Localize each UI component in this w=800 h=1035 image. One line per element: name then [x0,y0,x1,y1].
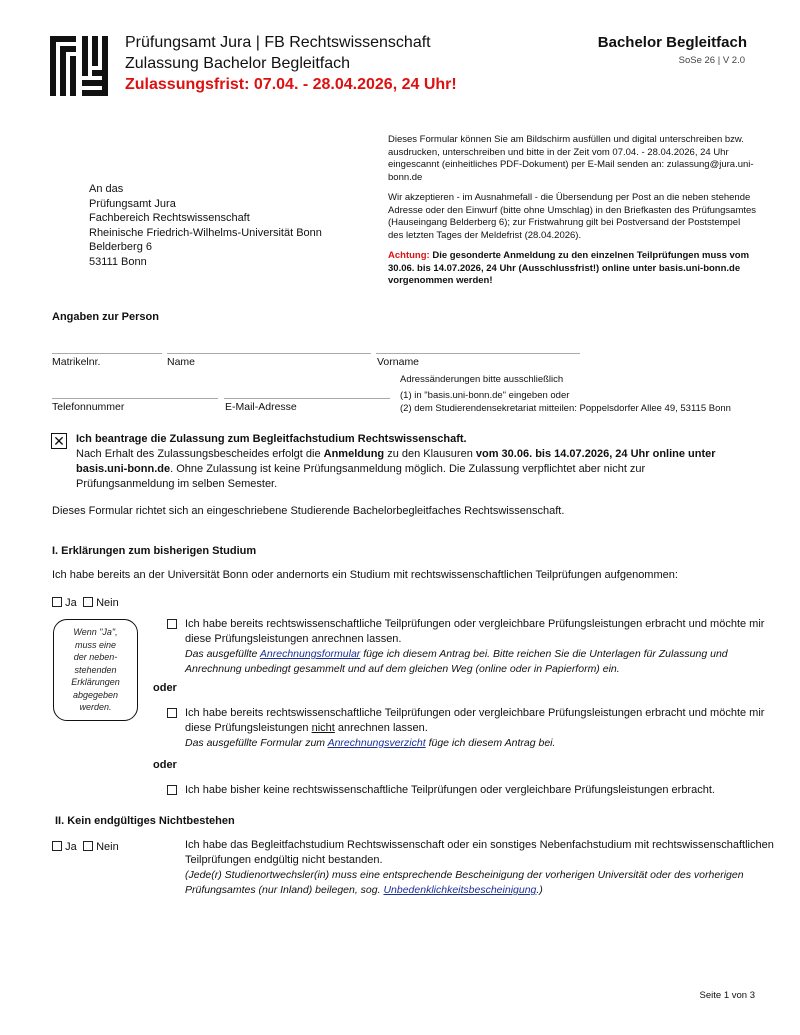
nein-label: Nein [96,841,119,853]
ja-label: Ja [65,597,77,609]
info-paragraph-3 [388,250,758,288]
info-paragraph-1: Dieses Formular können Sie am Bildschirm ausfüllen und digital unterschreiben bzw. ausdrucken, unterschreiben und bitte in der Zeit vom 07.04. - 28.04.2026, 24 Uhr eingescannt (einheitliches PDF-Dokument) per E-Mail senden an: zulassung@jura.uni-bonn.de [388,134,754,183]
email-field[interactable] [224,398,390,399]
matrikel-field[interactable] [52,353,162,354]
section-1-nein-option[interactable] [83,597,119,609]
ja-checkbox[interactable] [52,597,62,607]
option-3-checkbox[interactable] [167,785,177,795]
version: SoSe 26 | V 2.0 [678,55,745,66]
section-2-statement: Ich habe das Begleitfachstudium Rechtswissenschaft oder ein sonstiges Nebenfachstudium mit rechtswissenschaftlichen Teilprüfungen endgültig nicht bestanden. [185,839,774,866]
section-2-note-text: .) [536,884,543,896]
section-1-ja-option[interactable] [52,597,77,609]
application-body-text: . Ohne Zulassung ist keine Prüfungsanmeldung möglich. Die Zulassung verpflichtet aber nicht zur Prüfungsanmeldung im selben Semester. [76,463,646,490]
address-note-line: (1) in "basis.uni-bonn.de" eingeben oder [400,390,570,401]
ja-checkbox[interactable] [52,841,62,851]
application-body-bold: vom 30.06. bis 14.07.2026, 24 Uhr online unter basis.uni-bonn.de [76,448,716,475]
section-2-ja-option[interactable] [52,841,77,853]
application-body [76,447,726,492]
option-2-text-underlined: nicht [311,722,335,734]
section-2-heading: II. Kein endgültiges Nichtbestehen [55,815,235,827]
telefon-label: Telefonnummer [52,401,125,413]
info-paragraph-2: Wir akzeptieren - im Ausnahmefall - die Übersendung per Post an die neben stehende Adresse oder den Einwurf (bitte ohne Umschlag) in den Briefkasten des Prüfungsamtes (Hauseingang Belderberg 6); zur Fristwahrung gilt bei Postversand der Poststempel des letzten Tages der Meldefrist (28.04.2026). [388,192,757,241]
ja-label: Ja [65,841,77,853]
option-2-text-part: anrechnen lassen. [334,722,428,734]
application-checkbox[interactable] [51,433,67,449]
info-block [388,134,758,288]
option-2-note [185,736,767,751]
application-text [76,432,726,492]
telefon-field[interactable] [52,398,218,399]
section-2-text [185,838,777,898]
nein-checkbox[interactable] [83,841,93,851]
address-line: 53111 Bonn [89,255,147,268]
name-field[interactable] [167,353,371,354]
application-body-bold: Anmeldung [323,448,385,460]
office-name: Prüfungsamt Jura | FB Rechtswissenschaft [125,34,431,51]
page-number: Seite 1 von 3 [699,990,755,1001]
address-line: An das [89,183,124,195]
person-heading: Angaben zur Person [52,311,159,323]
option-2-text [185,706,767,736]
section-1-question: Ich habe bereits an der Universität Bonn oder andernorts ein Studium mit rechtswissenschaftlichen Teilprüfungen aufgenommen: [52,569,678,581]
option-3 [167,783,767,798]
section-2-note-text: (Jede(r) Studienortwechsler(in) muss eine entsprechende Bescheinigung der vorherigen Universität oder des vorherigen Prüfungsamtes (nur Inland) beilegen, sog. [185,869,744,896]
option-1-note [185,647,767,677]
option-1-checkbox[interactable] [167,619,177,629]
option-1-note-text: füge ich diesem Antrag bei. Bitte reichen Sie die Unterlagen für Zulassung und Anrechnung unbedingt gesammelt und auf dem gleichen Weg (online oder in Papierform) ein. [185,648,728,675]
oder-separator: oder [153,682,177,694]
note-text: Wenn "Ja", muss eine der neben-stehenden Erklärungen abgegeben werden. [71,627,120,712]
email-label: E-Mail-Adresse [225,401,297,413]
form-title: Zulassung Bachelor Begleitfach [125,55,351,72]
address-line: Prüfungsamt Jura [89,197,176,210]
application-body-text: Nach Erhalt des Zulassungsbescheides erfolgt die [76,448,324,460]
warning-text: Die gesonderte Anmeldung zu den einzelnen Teilprüfungen muss vom 30.06. bis 14.07.2026, 24 Uhr (Ausschlussfrist!) online unter basis.uni-bonn.de vorgenommen werden! [388,250,750,286]
oder-separator: oder [153,759,177,771]
application-body-text: zu den Klausuren [384,448,476,460]
option-3-text: Ich habe bisher keine rechtswissenschaftliche Teilprüfungen oder vergleichbare Prüfungsleistungen erbracht. [185,784,715,796]
application-title: Ich beantrage die Zulassung zum Begleitfachstudium Rechtswissenschaft. [76,433,467,445]
warning-label: Achtung: [388,250,430,261]
anrechnungsverzicht-link[interactable]: Anrechnungsverzicht [327,737,426,749]
check-mark-icon: ✕ [53,433,65,449]
section-2-note [185,868,777,898]
vorname-label: Vorname [377,356,420,368]
address-change-note [400,373,731,415]
nein-checkbox[interactable] [83,597,93,607]
anrechnungsformular-link[interactable]: Anrechnungsformular [259,648,361,660]
section-2-nein-option[interactable] [83,841,119,853]
nein-label: Nein [96,597,119,609]
address-note-line: Adressänderungen bitte ausschließlich [400,374,564,385]
address-note-line: (2) dem Studierendensekretariat mitteilen: Poppelsdorfer Allee 49, 53115 Bonn [400,403,731,414]
address-line: Rheinische Friedrich-Wilhelms-Universität Bonn [89,226,322,239]
option-1-note-text: Das ausgefüllte [185,648,260,660]
address-line: Belderberg 6 [89,241,152,253]
deadline: Zulassungsfrist: 07.04. - 28.04.2026, 24 Uhr! [125,76,457,93]
option-2-checkbox[interactable] [167,708,177,718]
option-2-note-text: füge ich diesem Antrag bei. [425,737,556,749]
option-2-text-part: Ich habe bereits rechtswissenschaftliche Teilprüfungen oder vergleichbare Prüfungsleistungen erbracht und möchte mir diese Prüfungsleistungen [185,707,765,734]
address-block [89,182,322,269]
section-1-note-box [53,619,138,721]
logo [50,36,108,96]
option-2-note-text: Das ausgefüllte Formular zum [185,737,328,749]
option-1-text: Ich habe bereits rechtswissenschaftliche Teilprüfungen oder vergleichbare Prüfungsleistungen erbracht und möchte mir diese Prüfungsleistungen anrechnen lassen. [185,618,765,645]
doc-title: Bachelor Begleitfach [597,34,747,51]
option-1 [167,617,767,677]
name-label: Name [167,356,196,368]
vorname-field[interactable] [376,353,580,354]
unbedenklichkeitsbescheinigung-link[interactable]: Unbedenklichkeitsbescheinigung [383,884,537,896]
section-1-heading: I. Erklärungen zum bisherigen Studium [52,545,257,557]
target-note: Dieses Formular richtet sich an eingeschriebene Studierende Bachelorbegleitfaches Rechtswissenschaft. [52,505,565,517]
matrikel-label: Matrikelnr. [52,356,101,368]
address-line: Fachbereich Rechtswissenschaft [89,212,250,224]
option-2 [167,706,767,751]
